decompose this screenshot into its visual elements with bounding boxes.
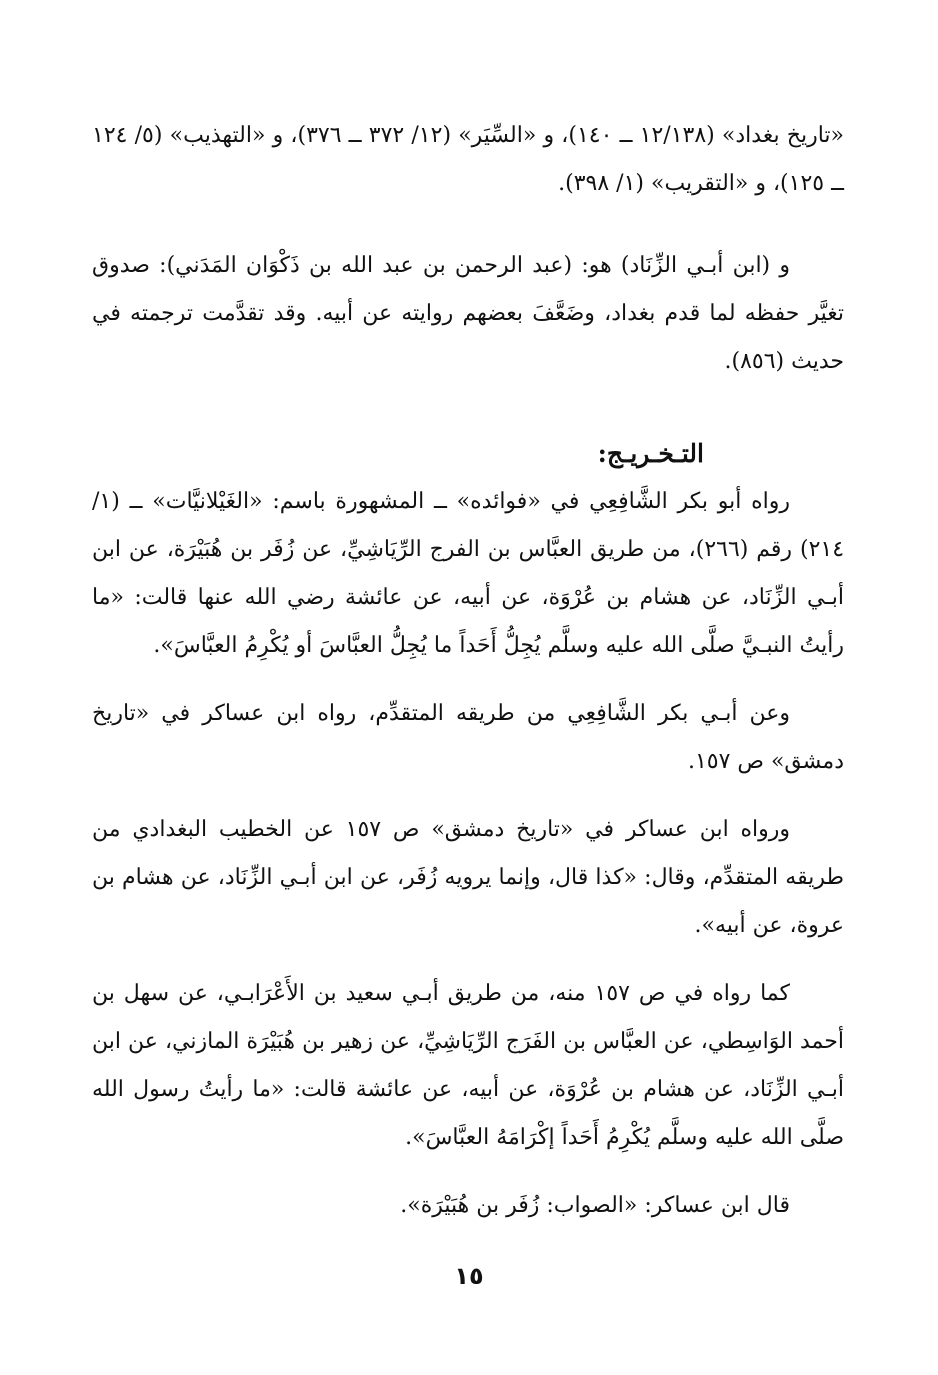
paragraph-khatib-route: ورواه ابن عساكر في «تاريخ دمشق» ص ١٥٧ عن الخطيب البغدادي من طريقه المتقدِّم، وقال: «كذا قال، وإنما يرويه زُفَر، عن ابن أبـي الزِّنَاد، عن هشام بن عروة، عن أبيه». — [92, 817, 844, 938]
paragraph-narrator-note: و (ابن أبـي الزِّنَاد) هو: (عبد الرحمن بن عبد الله بن ذَكْوَان المَدَني): صدوق تغيَّر حفظه لما قدم بغداد، وضَعَّفَ بعضهم روايته عن أبيه. وقد تقدَّمت ترجمته في حديث (٨٥٦). — [92, 253, 844, 374]
paragraph-arabi-route: كما رواه في ص ١٥٧ منه، من طريق أبـي سعيد بن الأَعْرَابـي، عن سهل بن أحمد الوَاسِطي، عن العبَّاس بن الفَرَج الرِّيَاشِيِّ، عن زهير بن هُبَيْرَة المازني، عن ابن أبـي الزِّنَاد، عن هشام بن عُرْوَة، عن أبيه، عن عائشة قالت: «ما رأيتُ رسول الله صلَّى الله عليه وسلَّم يُكْرِمُ أَحَداً إكْرَامَهُ العبَّاسَ». — [92, 981, 844, 1150]
paragraph-ibn-asakir-note: قال ابن عساكر: «الصواب: زُفَر بن هُبَيْرَة». — [400, 1193, 790, 1218]
paragraph-takhrij: رواه أبو بكر الشَّافِعِي في «فوائده» ــ المشهورة باسم: «الغَيْلانيَّات» ــ (١/ ٢١٤) رقم (٢٦٦)، من طريق العبَّاس بن الفرج الرِّيَاشِيِّ، عن زُفَر بن هُبَيْرَة، عن ابن أبـي الزِّنَاد، عن هشام بن عُرْوَة، عن أبيه، عن عائشة رضي الله عنها قالت: «ما رأيتُ النبـيَّ صلَّى الله عليه وسلَّم يُجِلُّ أَحَداً ما يُجِلُّ العبَّاسَ أو يُكْرِمُ العبَّاسَ». — [92, 489, 845, 658]
page-body — [92, 112, 844, 1230]
section-heading: التـخـريـج: — [597, 439, 704, 468]
paragraph-references: «تاريخ بغداد» (١٢/١٣٨ ــ ١٤٠)، و «السِّيَر» (١٢/ ٣٧٢ ــ ٣٧٦)، و «التهذيب» (٥/ ١٢٤ ــ ١٢٥)، و «التقريب» (١/ ٣٩٨). — [92, 123, 844, 196]
paragraph-shafii-route: وعن أبـي بكر الشَّافِعِي من طريقه المتقدِّم، رواه ابن عساكر في «تاريخ دمشق» ص ١٥٧. — [92, 701, 844, 774]
page-number: ١٥ — [454, 1262, 484, 1290]
